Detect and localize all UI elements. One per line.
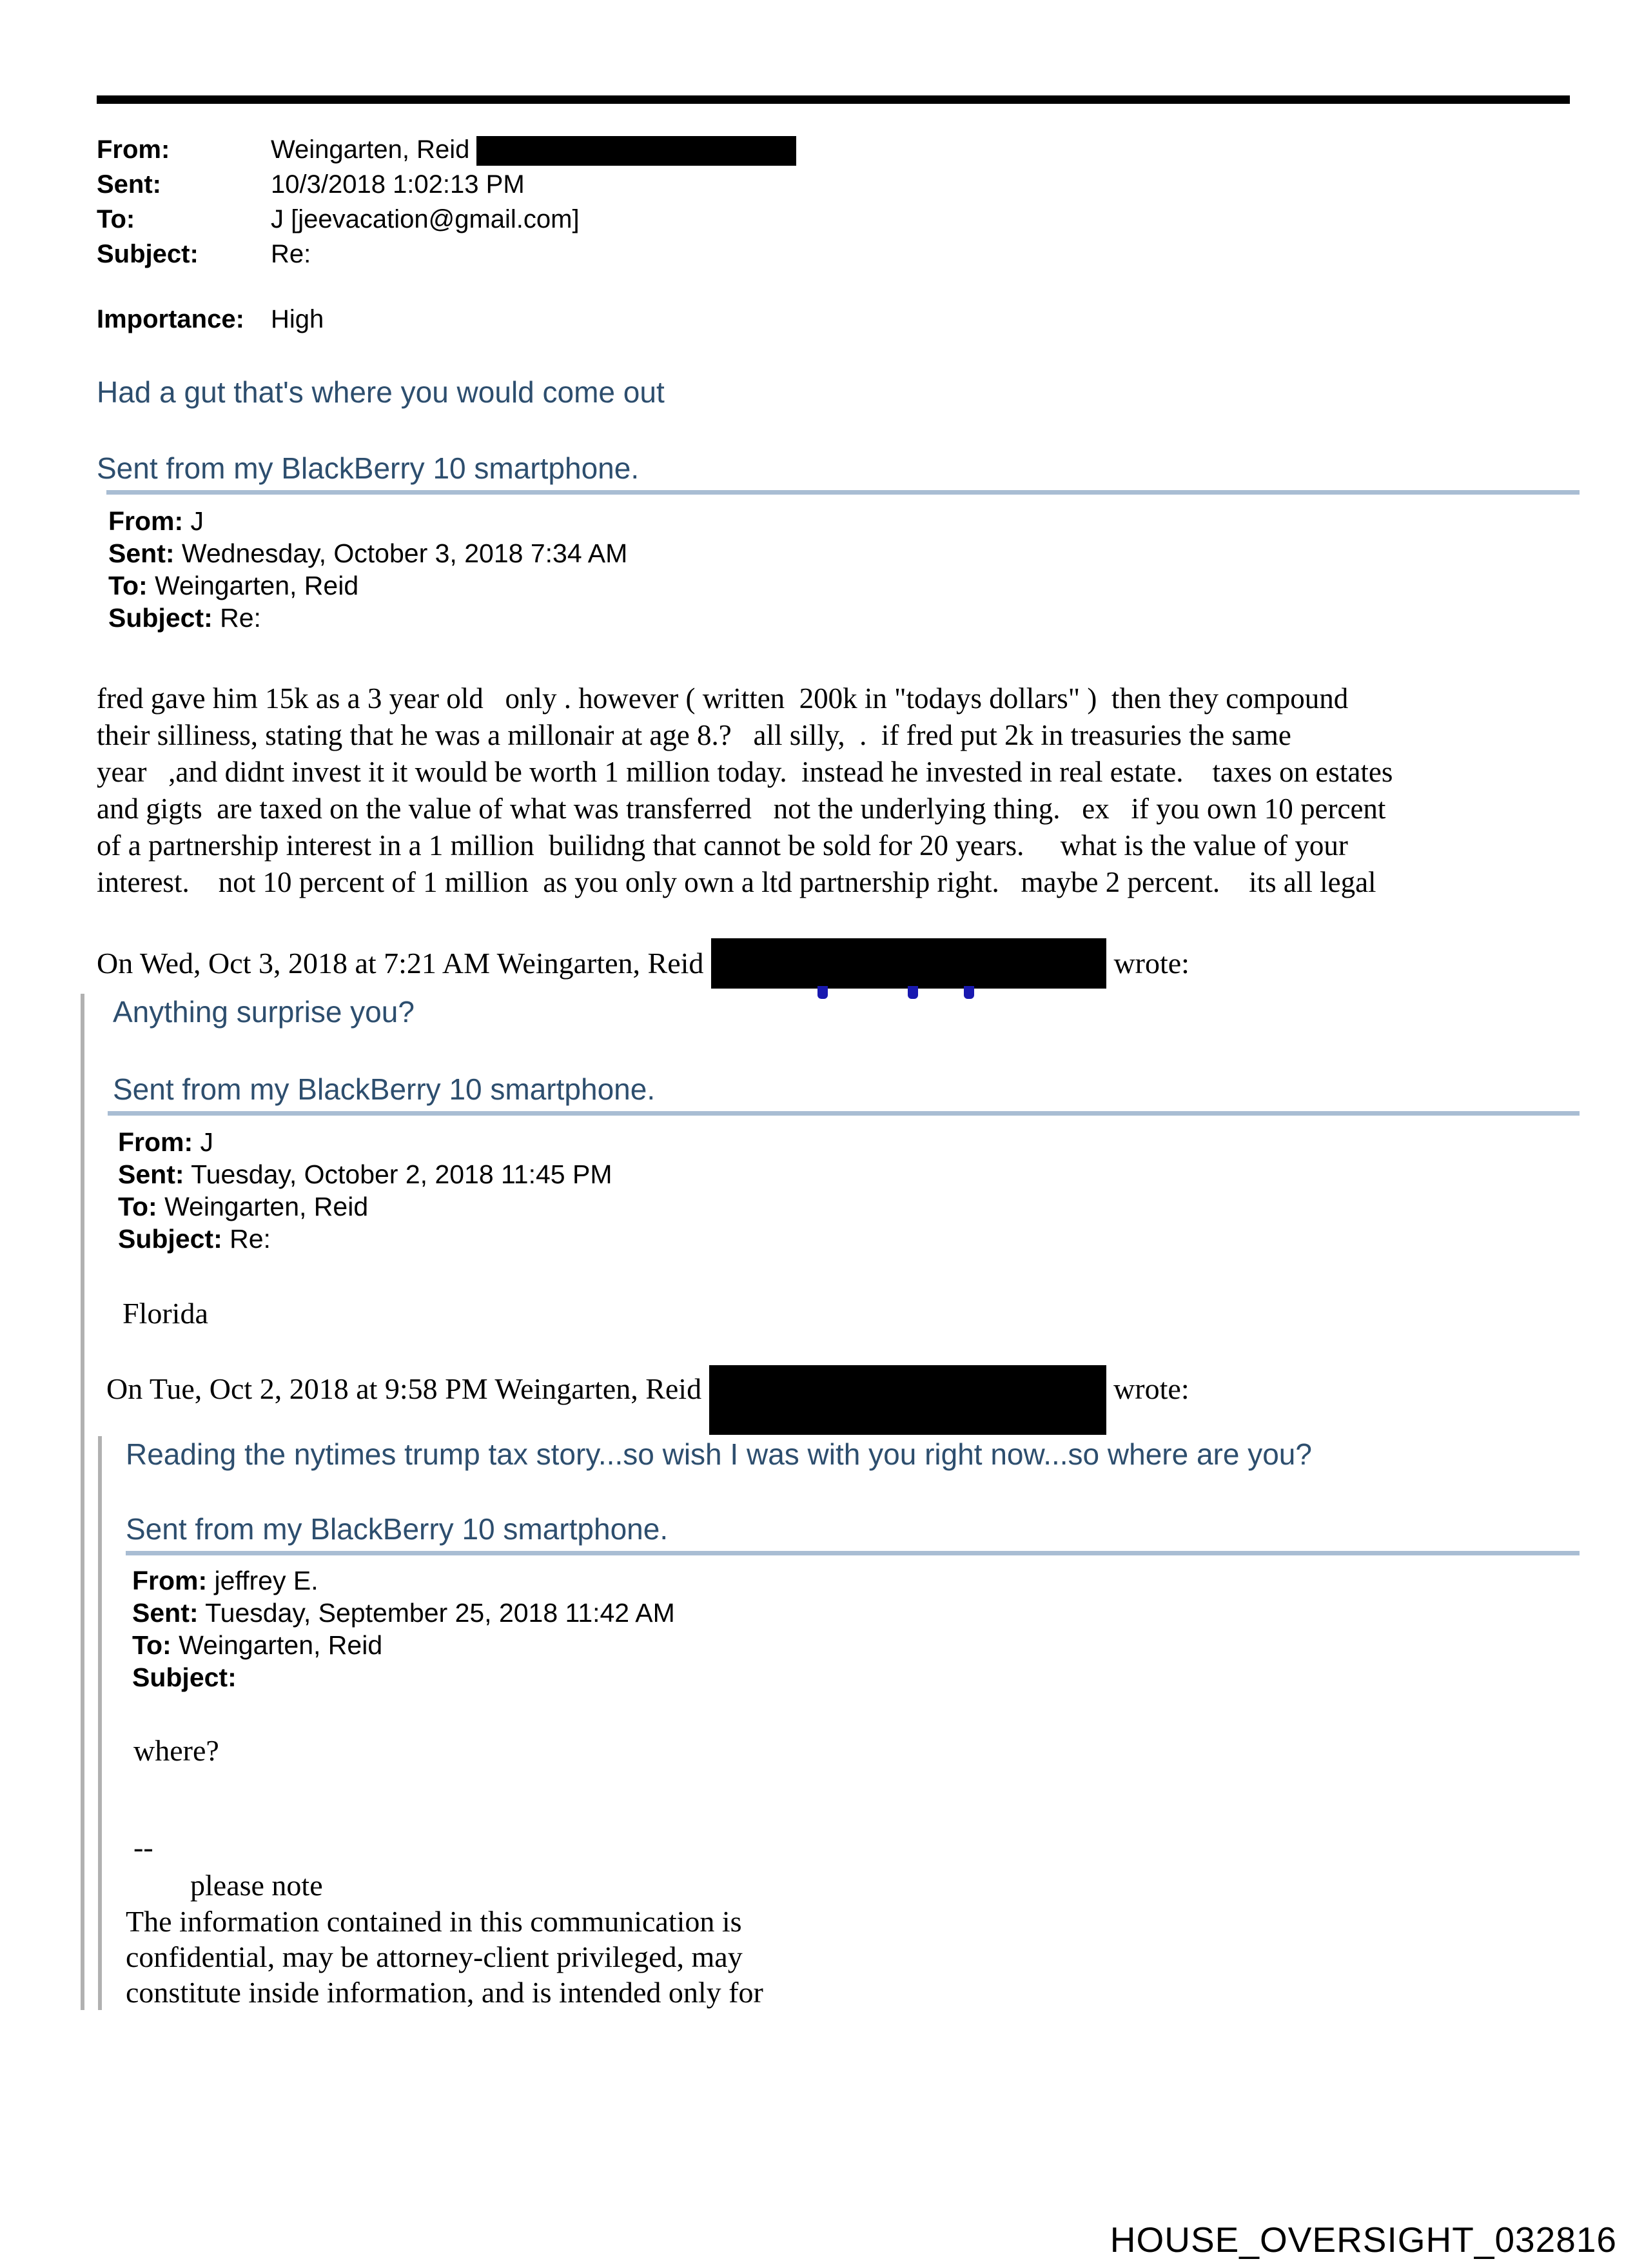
- disclaimer-line: confidential, may be attorney-client privileged, may: [126, 1940, 743, 1973]
- redaction-bar-1-wrap: [711, 938, 1106, 989]
- redaction-link-fragment: [908, 986, 918, 999]
- email-document: [97, 95, 1580, 2010]
- quote-level-2: [98, 1436, 1580, 2010]
- subject-value: Re:: [271, 240, 311, 268]
- meta3-sent-label: Sent:: [132, 1598, 199, 1628]
- redaction-link-fragment: [964, 986, 974, 999]
- separator-1: [106, 490, 1580, 495]
- redaction-link-fragment: [817, 986, 828, 999]
- email-header: [97, 132, 1580, 271]
- quote1-body: Anything surprise you?: [113, 995, 415, 1029]
- meta2-from-row: [118, 1126, 1580, 1158]
- from-name: Weingarten, Reid: [271, 135, 470, 164]
- meta2-sent-label: Sent:: [118, 1159, 184, 1189]
- meta1-sent-label: Sent:: [108, 538, 175, 568]
- attribution-1: [97, 938, 1580, 989]
- disclaimer-line: The information contained in this communication is: [126, 1905, 742, 1938]
- meta2-from-value: J: [193, 1127, 214, 1157]
- quoted-meta-1: [108, 505, 1580, 634]
- meta1-to-row: [108, 569, 1580, 602]
- signature-dashes: --: [133, 1831, 153, 1864]
- meta1-sent-row: [108, 537, 1580, 569]
- meta2-subject-row: [118, 1223, 1580, 1255]
- meta1-subject-label: Subject:: [108, 603, 213, 633]
- meta3-sent-row: [132, 1597, 1580, 1629]
- please-note: please note: [190, 1869, 323, 1902]
- meta1-from-row: [108, 505, 1580, 537]
- sent-label: Sent:: [97, 170, 161, 199]
- meta3-sent-value: Tuesday, September 25, 2018 11:42 AM: [198, 1598, 675, 1628]
- meta1-from-value: J: [183, 506, 204, 536]
- separator-3: [126, 1551, 1580, 1555]
- meta3-from-row: [132, 1564, 1580, 1597]
- from-value: [271, 132, 1580, 167]
- disclaimer-line: constitute inside information, and is intended only for: [126, 1976, 763, 2009]
- reply-body-line: fred gave him 15k as a 3 year old only . however ( written 200k in "todays dollars" ) then they compound: [97, 682, 1349, 715]
- redaction-bar-header: [476, 136, 796, 166]
- meta3-to-row: [132, 1629, 1580, 1661]
- meta1-from-label: From:: [108, 506, 184, 536]
- meta1-sent-value: Wednesday, October 3, 2018 7:34 AM: [174, 538, 628, 568]
- blackberry-signature-1: Sent from my BlackBerry 10 smartphone.: [97, 451, 640, 485]
- meta2-to-label: To:: [118, 1192, 157, 1221]
- quote2-body: Reading the nytimes trump tax story...so wish I was with you right now...so where are you?: [126, 1437, 1312, 1471]
- from-label: From:: [97, 135, 170, 164]
- sent-value: 10/3/2018 1:02:13 PM: [271, 170, 525, 199]
- meta3-from-value: jeffrey E.: [207, 1566, 318, 1595]
- reply-body-line: and gigts are taxed on the value of what was transferred not the underlying thing. ex if you own 10 percent: [97, 793, 1386, 825]
- reply-body: [97, 680, 1580, 901]
- meta3-subject-row: [132, 1661, 1580, 1693]
- redaction-bar-2: [709, 1365, 1106, 1435]
- meta2-sent-row: [118, 1158, 1580, 1190]
- importance-value: High: [271, 305, 324, 333]
- meta2-sent-value: Tuesday, October 2, 2018 11:45 PM: [184, 1159, 612, 1189]
- meta2-from-label: From:: [118, 1127, 193, 1157]
- attribution-2: [106, 1365, 1580, 1435]
- meta2-subject-label: Subject:: [118, 1224, 222, 1254]
- meta3-subject-label: Subject:: [132, 1662, 237, 1692]
- redaction-bar-1: [711, 938, 1106, 989]
- quote-level-1: [81, 994, 1580, 2010]
- meta1-to-value: Weingarten, Reid: [147, 571, 359, 600]
- quote1-body-2: Florida: [122, 1297, 208, 1330]
- quote2-body-2: where?: [133, 1734, 219, 1767]
- attribution-1-prefix: On Wed, Oct 3, 2018 at 7:21 AM Weingarten, Reid: [97, 947, 711, 980]
- to-value: J [jeevacation@gmail.com]: [271, 205, 580, 233]
- quoted-meta-3: [132, 1564, 1580, 1693]
- separator-2: [108, 1111, 1580, 1116]
- attribution-1-suffix: wrote:: [1106, 947, 1189, 980]
- importance-row: [97, 305, 1580, 334]
- meta2-to-row: [118, 1190, 1580, 1223]
- subject-label: Subject:: [97, 240, 199, 268]
- meta3-to-label: To:: [132, 1630, 171, 1660]
- reply-body-line: of a partnership interest in a 1 million builidng that cannot be sold for 20 years. what is the value of your: [97, 829, 1348, 862]
- meta3-to-value: Weingarten, Reid: [171, 1630, 383, 1660]
- meta2-subject-value: Re:: [222, 1224, 271, 1254]
- blackberry-signature-3: Sent from my BlackBerry 10 smartphone.: [126, 1512, 669, 1546]
- to-label: To:: [97, 205, 135, 233]
- meta1-subject-row: [108, 602, 1580, 634]
- reply-body-line: their silliness, stating that he was a millonair at age 8.? all silly, . if fred put 2k in treasuries the same: [97, 719, 1291, 751]
- top-rule: [97, 95, 1570, 104]
- importance-label: Importance:: [97, 305, 244, 333]
- meta3-from-label: From:: [132, 1566, 208, 1595]
- quoted-meta-2: [118, 1126, 1580, 1255]
- message-body: Had a gut that's where you would come out: [97, 375, 665, 409]
- meta2-to-value: Weingarten, Reid: [157, 1192, 369, 1221]
- attribution-2-suffix: wrote:: [1106, 1372, 1189, 1405]
- meta1-subject-value: Re:: [212, 603, 261, 633]
- bates-number: HOUSE_OVERSIGHT_032816: [1110, 2220, 1617, 2260]
- reply-body-line: year ,and didnt invest it it would be worth 1 million today. instead he invested in real estate. taxes on estates: [97, 756, 1393, 788]
- blackberry-signature-2: Sent from my BlackBerry 10 smartphone.: [113, 1072, 656, 1106]
- reply-body-line: interest. not 10 percent of 1 million as you only own a ltd partnership right. maybe 2 percent. its all legal: [97, 866, 1376, 898]
- meta1-to-label: To:: [108, 571, 148, 600]
- attribution-2-prefix: On Tue, Oct 2, 2018 at 9:58 PM Weingarten, Reid: [106, 1372, 709, 1405]
